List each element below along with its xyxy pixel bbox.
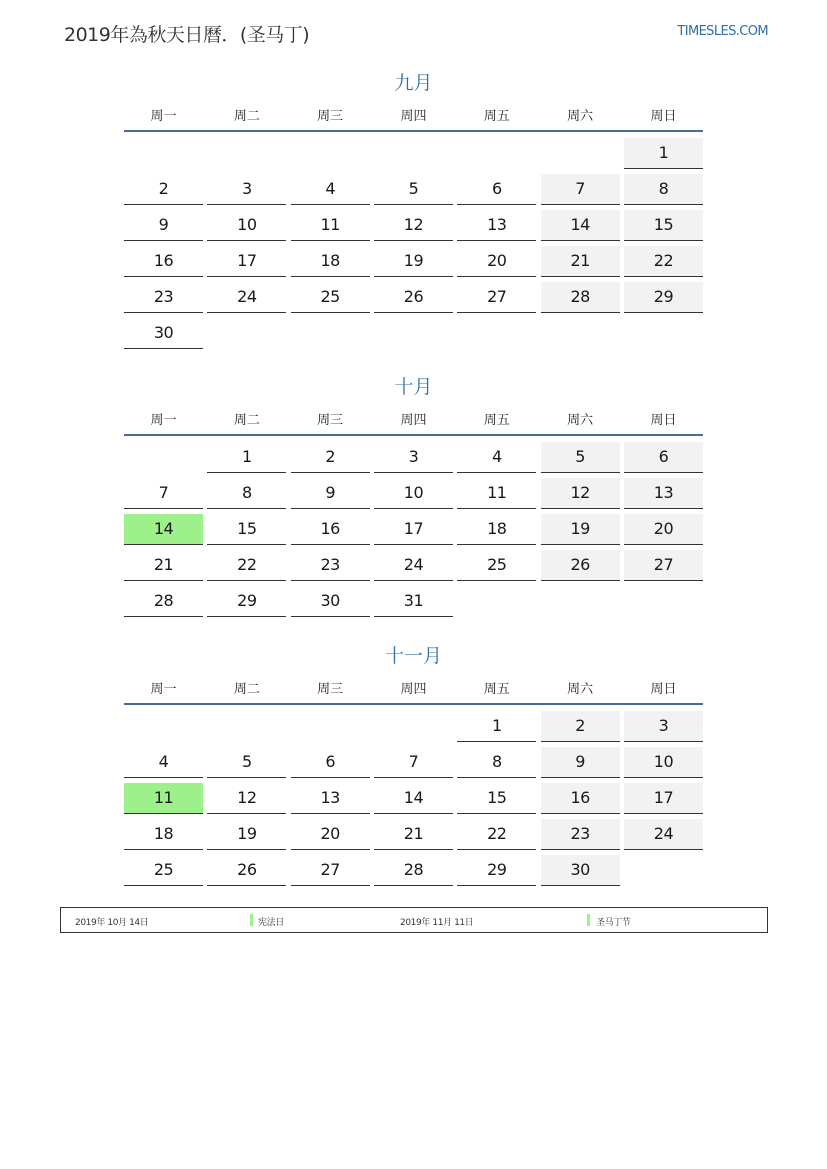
day-cell-empty: [291, 138, 370, 169]
weekday-label: 周三: [317, 108, 344, 124]
day-cell[interactable]: 19: [207, 819, 286, 850]
page-title: 2019年為秋天日曆．(圣马丁): [64, 24, 310, 46]
weekday-header: [124, 402, 703, 436]
day-cell[interactable]: 26: [207, 855, 286, 886]
legend-date: 2019年 11月 11日: [400, 918, 474, 928]
weekday-label: 周五: [483, 412, 510, 428]
weekday-label: 周六: [567, 108, 594, 124]
legend-color-swatch: [587, 914, 590, 926]
weekday-label: 周五: [483, 681, 510, 697]
day-cell[interactable]: 1: [207, 442, 286, 473]
day-cell[interactable]: 10: [374, 478, 453, 509]
day-cell[interactable]: 7: [374, 747, 453, 778]
weekday-label: 周五: [483, 108, 510, 124]
weekday-label: 周四: [400, 108, 427, 124]
day-cell[interactable]: 19: [374, 246, 453, 277]
day-cell[interactable]: 23: [291, 550, 370, 581]
day-cell[interactable]: 8: [207, 478, 286, 509]
weekday-label: 周三: [317, 412, 344, 428]
day-cell[interactable]: 15: [624, 210, 703, 241]
weekday-label: 周一: [150, 681, 177, 697]
day-cell-empty: [541, 138, 620, 169]
legend-date: 2019年 10月 14日: [75, 918, 149, 928]
day-cell[interactable]: 29: [624, 282, 703, 313]
holiday-legend: [60, 907, 768, 933]
legend-color-swatch: [250, 914, 253, 926]
day-cell[interactable]: 21: [374, 819, 453, 850]
month-title: 十一月: [384, 645, 442, 667]
day-cell[interactable]: 20: [291, 819, 370, 850]
weekday-label: 周二: [233, 108, 260, 124]
day-cell-empty: [207, 138, 286, 169]
day-cell[interactable]: 20: [457, 246, 536, 277]
day-cell-holiday[interactable]: 14: [124, 514, 203, 545]
weekday-label: 周二: [233, 681, 260, 697]
day-cell[interactable]: 14: [541, 210, 620, 241]
weekday-label: 周日: [650, 412, 677, 428]
day-cell-holiday[interactable]: 11: [124, 783, 203, 814]
day-cell[interactable]: 14: [374, 783, 453, 814]
day-cell[interactable]: 9: [124, 210, 203, 241]
month-title: 十月: [394, 376, 433, 398]
day-cell[interactable]: 31: [374, 586, 453, 617]
day-cell[interactable]: 25: [124, 855, 203, 886]
day-cell[interactable]: 18: [457, 514, 536, 545]
day-cell[interactable]: 4: [457, 442, 536, 473]
day-cell-empty: [374, 711, 453, 742]
day-cell[interactable]: 12: [374, 210, 453, 241]
day-cell[interactable]: 2: [291, 442, 370, 473]
month-october: [124, 372, 703, 617]
day-cell[interactable]: 29: [457, 855, 536, 886]
day-cell[interactable]: 30: [124, 318, 203, 349]
day-cell[interactable]: 3: [374, 442, 453, 473]
day-grid: [124, 442, 703, 617]
weekday-label: 周六: [567, 412, 594, 428]
brand-link[interactable]: TIMESLES.COM: [677, 24, 768, 39]
day-cell[interactable]: 28: [124, 586, 203, 617]
weekday-label: 周四: [400, 681, 427, 697]
day-cell[interactable]: 9: [541, 747, 620, 778]
day-cell[interactable]: 22: [207, 550, 286, 581]
day-cell[interactable]: 26: [374, 282, 453, 313]
day-cell[interactable]: 6: [624, 442, 703, 473]
day-cell[interactable]: 15: [457, 783, 536, 814]
day-cell[interactable]: 15: [207, 514, 286, 545]
day-cell[interactable]: 16: [124, 246, 203, 277]
day-cell[interactable]: 11: [291, 210, 370, 241]
day-cell[interactable]: 25: [457, 550, 536, 581]
day-cell[interactable]: 30: [291, 586, 370, 617]
day-cell[interactable]: 1: [624, 138, 703, 169]
day-cell[interactable]: 24: [207, 282, 286, 313]
day-cell[interactable]: 12: [207, 783, 286, 814]
weekday-label: 周三: [317, 681, 344, 697]
day-cell[interactable]: 9: [291, 478, 370, 509]
day-cell-empty: [124, 442, 203, 473]
day-cell[interactable]: 7: [124, 478, 203, 509]
day-cell[interactable]: 13: [457, 210, 536, 241]
day-cell[interactable]: 24: [624, 819, 703, 850]
weekday-header: [124, 98, 703, 132]
day-cell[interactable]: 24: [374, 550, 453, 581]
day-cell[interactable]: 18: [124, 819, 203, 850]
day-cell[interactable]: 13: [624, 478, 703, 509]
day-cell-empty: [374, 138, 453, 169]
day-cell[interactable]: 7: [541, 174, 620, 205]
day-cell[interactable]: 4: [291, 174, 370, 205]
day-cell[interactable]: 27: [457, 282, 536, 313]
day-cell-empty: [124, 138, 203, 169]
day-cell[interactable]: 19: [541, 514, 620, 545]
day-cell[interactable]: 16: [291, 514, 370, 545]
day-cell[interactable]: 8: [624, 174, 703, 205]
weekday-label: 周四: [400, 412, 427, 428]
day-cell[interactable]: 2: [541, 711, 620, 742]
day-cell[interactable]: 23: [124, 282, 203, 313]
day-cell[interactable]: 30: [541, 855, 620, 886]
day-cell[interactable]: 13: [291, 783, 370, 814]
day-cell[interactable]: 4: [124, 747, 203, 778]
day-cell[interactable]: 17: [207, 246, 286, 277]
day-cell[interactable]: 2: [124, 174, 203, 205]
legend-holiday-name: 宪法日: [258, 918, 284, 928]
day-cell[interactable]: 23: [541, 819, 620, 850]
day-cell-empty: [207, 711, 286, 742]
day-cell[interactable]: 29: [207, 586, 286, 617]
day-cell[interactable]: 22: [457, 819, 536, 850]
day-cell[interactable]: 3: [207, 174, 286, 205]
day-cell[interactable]: 10: [207, 210, 286, 241]
day-cell[interactable]: 27: [291, 855, 370, 886]
weekday-label: 周日: [650, 108, 677, 124]
day-cell[interactable]: 20: [624, 514, 703, 545]
day-cell[interactable]: 6: [291, 747, 370, 778]
weekday-label: 周一: [150, 108, 177, 124]
day-cell[interactable]: 8: [457, 747, 536, 778]
day-grid: [124, 138, 703, 349]
day-cell[interactable]: 16: [541, 783, 620, 814]
weekday-label: 周二: [233, 412, 260, 428]
weekday-label: 周日: [650, 681, 677, 697]
day-cell[interactable]: 21: [124, 550, 203, 581]
legend-holiday-name: 圣马丁节: [596, 918, 631, 928]
day-cell[interactable]: 17: [624, 783, 703, 814]
month-title: 九月: [394, 72, 433, 94]
day-cell[interactable]: 22: [624, 246, 703, 277]
day-cell-empty: [291, 711, 370, 742]
day-cell[interactable]: 28: [541, 282, 620, 313]
day-cell-empty: [124, 711, 203, 742]
weekday-header: [124, 671, 703, 705]
day-cell[interactable]: 3: [624, 711, 703, 742]
day-cell[interactable]: 21: [541, 246, 620, 277]
day-cell[interactable]: 27: [624, 550, 703, 581]
day-cell[interactable]: 18: [291, 246, 370, 277]
month-september: [124, 68, 703, 349]
day-cell[interactable]: 10: [624, 747, 703, 778]
day-cell[interactable]: 26: [541, 550, 620, 581]
weekday-label: 周六: [567, 681, 594, 697]
weekday-label: 周一: [150, 412, 177, 428]
day-cell[interactable]: 5: [207, 747, 286, 778]
day-cell[interactable]: 6: [457, 174, 536, 205]
day-cell[interactable]: 5: [374, 174, 453, 205]
day-cell[interactable]: 1: [457, 711, 536, 742]
day-cell[interactable]: 28: [374, 855, 453, 886]
day-cell[interactable]: 17: [374, 514, 453, 545]
day-cell[interactable]: 12: [541, 478, 620, 509]
day-cell[interactable]: 11: [457, 478, 536, 509]
day-cell[interactable]: 25: [291, 282, 370, 313]
day-cell[interactable]: 5: [541, 442, 620, 473]
day-grid: [124, 711, 703, 886]
day-cell-empty: [457, 138, 536, 169]
month-november: [124, 641, 703, 886]
